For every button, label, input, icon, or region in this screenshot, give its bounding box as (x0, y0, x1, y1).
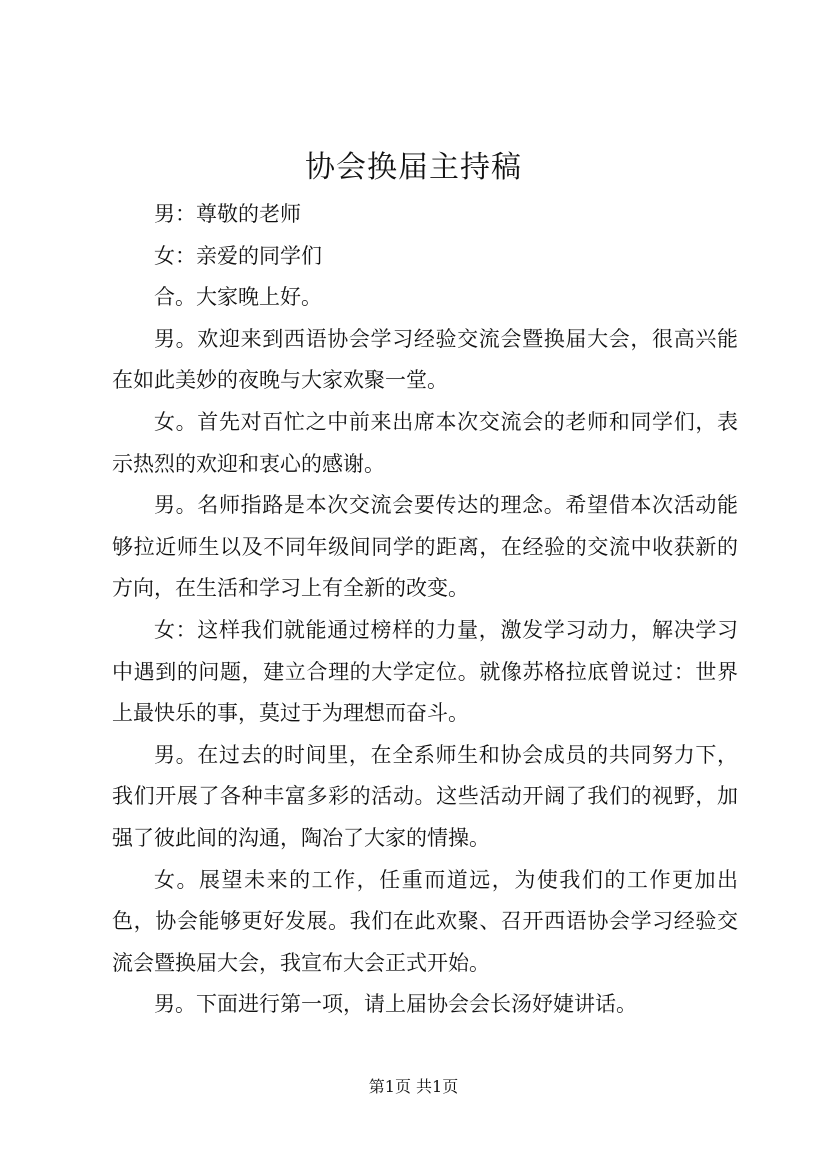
paragraph: 男。名师指路是本次交流会要传达的理念。希望借本次活动能够拉近师生以及不同年级间同学的距离，在经验的交流中收获新的方向，在生活和学习上有全新的改变。 (112, 493, 738, 601)
paragraph: 男：尊敬的老师 (154, 202, 301, 226)
paragraph: 女。首先对百忙之中前来出席本次交流会的老师和同学们，表示热烈的欢迎和衷心的感谢。 (112, 409, 738, 476)
paragraph: 女：这样我们就能通过榜样的力量，激发学习动力，解决学习中遇到的问题，建立合理的大学定位。就像苏格拉底曾说过：世界上最快乐的事，莫过于为理想而奋斗。 (112, 617, 738, 726)
paragraph: 男。在过去的时间里，在全系师生和协会成员的共同努力下，我们开展了各种丰富多彩的活动。这些活动开阔了我们的视野，加强了彼此间的沟通，陶冶了大家的情操。 (112, 742, 738, 850)
paragraph: 男。欢迎来到西语协会学习经验交流会暨换届大会，很高兴能在如此美妙的夜晚与大家欢聚一堂。 (112, 326, 738, 393)
paragraph: 合。大家晚上好。 (154, 285, 322, 310)
document-body (112, 194, 738, 1026)
paragraph: 女。展望未来的工作，任重而道远，为使我们的工作更加出色，协会能够更好发展。我们在此欢聚、召开西语协会学习经验交流会暨换届大会，我宣布大会正式开始。 (112, 867, 738, 975)
paragraph: 男。下面进行第一项，请上届协会会长汤妤婕讲话。 (154, 992, 637, 1017)
document-title: 协会换届主持稿 (305, 150, 522, 185)
page-footer: 第1页 共1页 (368, 1077, 459, 1096)
paragraph: 女：亲爱的同学们 (154, 243, 322, 268)
